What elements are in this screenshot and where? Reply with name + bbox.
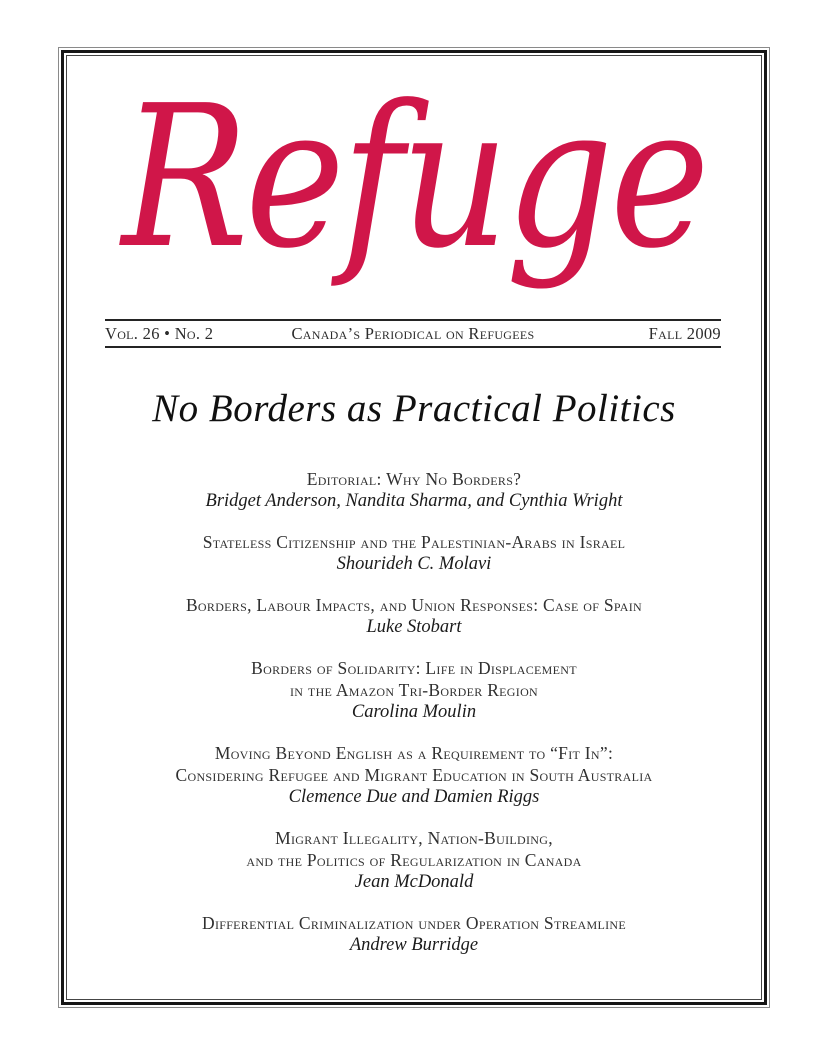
article-authors: Shourideh C. Molavi (336, 554, 492, 574)
article-title: Editorial: Why No Borders? (306, 469, 522, 489)
toc-entry-editorial (77, 468, 751, 512)
article-authors: Luke Stobart (366, 617, 462, 637)
article-authors: Andrew Burridge (349, 935, 479, 955)
article-title: Differential Criminalization under Operation Streamline (202, 913, 626, 933)
cover-frame (58, 47, 770, 1008)
cover-frame-thick-rule (61, 50, 767, 1005)
article-authors: Clemence Due and Damien Riggs (288, 787, 540, 807)
article-authors: Jean McDonald (354, 872, 474, 892)
toc-entry-stateless-citizenship (77, 531, 751, 575)
cover-frame-inner-rule (66, 55, 762, 1000)
toc-entry-borders-of-solidarity (77, 657, 751, 723)
article-title-line2: Considering Refugee and Migrant Education in South Australia (175, 765, 653, 785)
article-title: Stateless Citizenship and the Palestinian-Arabs in Israel (202, 532, 626, 552)
info-bar (105, 319, 721, 348)
issue-title: No Borders as Practical Politics (152, 387, 676, 430)
article-title: Moving Beyond English as a Requirement to “Fit In”: (214, 743, 614, 763)
article-title-line2: and the Politics of Regularization in Canada (246, 850, 582, 870)
article-authors: Bridget Anderson, Nandita Sharma, and Cynthia Wright (205, 491, 623, 511)
article-title: Borders of Solidarity: Life in Displacement (251, 658, 577, 678)
article-title-line2: in the Amazon Tri-Border Region (290, 680, 538, 700)
season-year-label: Fall 2009 (648, 323, 721, 343)
toc-entry-differential-criminalization (77, 912, 751, 956)
article-authors: Carolina Moulin (351, 702, 477, 722)
toc-entry-moving-beyond-english (77, 742, 751, 808)
journal-wordmark: Refuge (121, 64, 707, 292)
article-title: Borders, Labour Impacts, and Union Responses: Case of Spain (185, 595, 643, 615)
cover-content (67, 56, 761, 999)
journal-tagline: Canada’s Periodical on Refugees (291, 323, 535, 343)
article-title: Migrant Illegality, Nation-Building, (275, 828, 553, 848)
toc-entry-borders-labour (77, 594, 751, 638)
table-of-contents (77, 468, 751, 975)
volume-issue-label: Vol. 26 • No. 2 (105, 323, 214, 343)
toc-entry-migrant-illegality (77, 827, 751, 893)
